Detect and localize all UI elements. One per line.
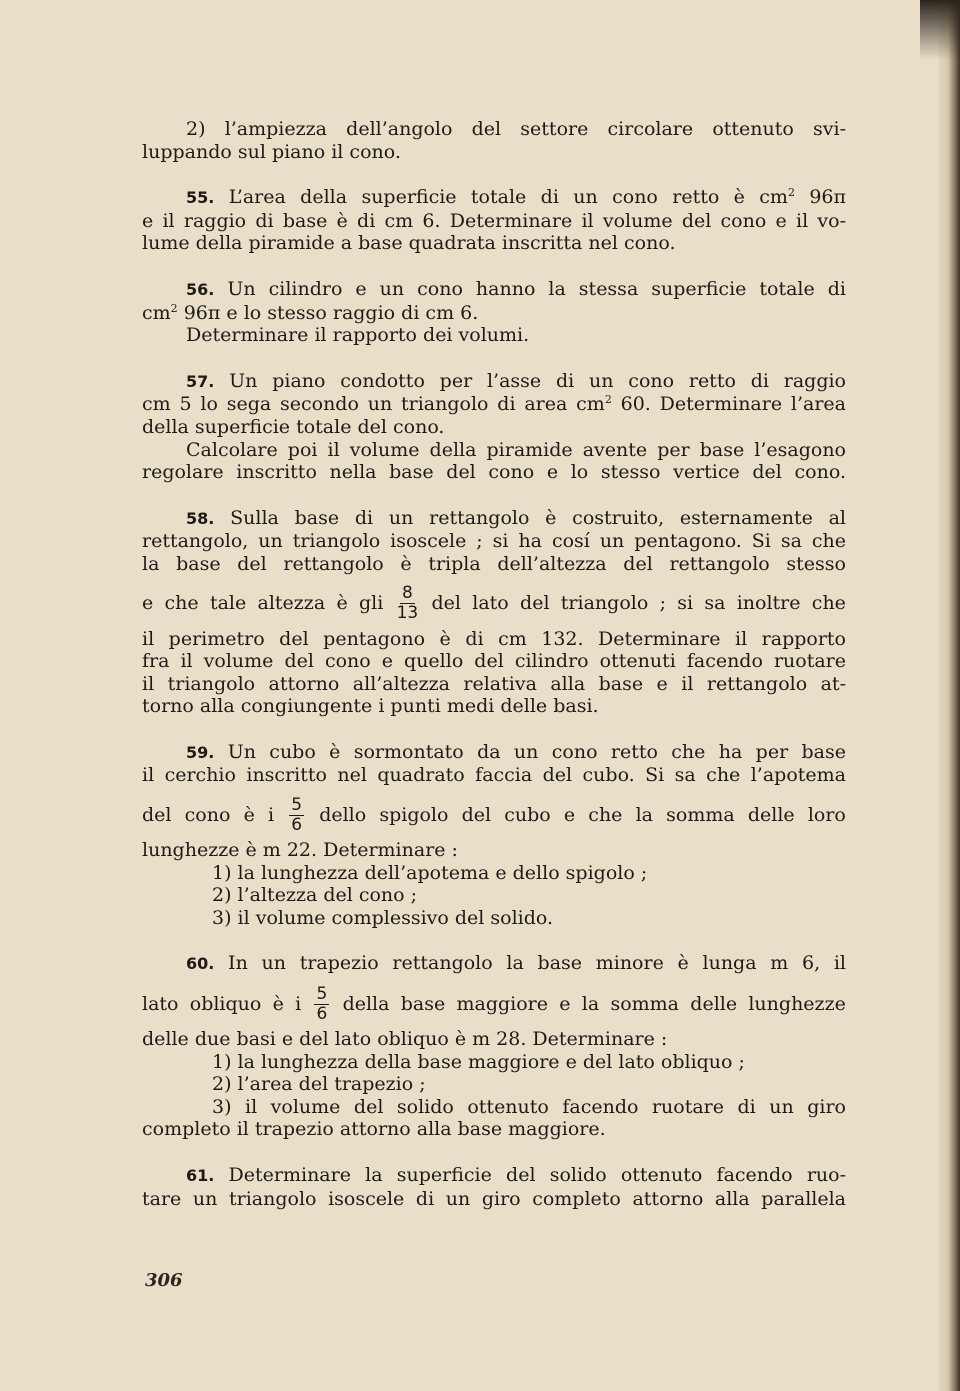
exercise-56: 56. Un cilindro e un cono hanno la stessa superficie totale di $cm^2$ 96π e lo stesso raggio di cm 6. Determinare il rapporto dei volumi.: [142, 277, 846, 347]
list-item: 2) l’area del trapezio ;: [212, 1073, 426, 1096]
text-line: regolare inscritto nella base del cono e lo stesso vertice del cono.: [142, 461, 846, 484]
fraction-line: e che tale altezza è gli $\frac{8}{13}$ del lato del triangolo ; si sa inoltre che: [142, 583, 846, 623]
exercise-number: 56.: [186, 279, 215, 299]
list-item: 1) la lunghezza dell’apotema e dello spigolo ;: [212, 861, 648, 884]
intro-paragraph: [142, 118, 846, 163]
list-item: 3) il volume del solido ottenuto facendo ruotare di un giro: [212, 1095, 846, 1118]
text-line: luppando sul piano il cono.: [142, 140, 401, 163]
exercise-number: 59.: [186, 742, 215, 762]
text-line: 2) l’ampiezza dell’angolo del settore circolare ottenuto svi-: [186, 118, 846, 140]
exercise-number: 57.: [186, 371, 215, 391]
page-edge-shadow: [938, 0, 960, 1391]
text-line: il cerchio inscritto nel quadrato faccia del cubo. Si sa che l’apotema: [142, 764, 846, 787]
exercise-number: 60.: [186, 954, 215, 974]
text-line: tare un triangolo isoscele di un giro completo attorno alla parallela: [142, 1187, 846, 1210]
exercise-58: 58. Sulla base di un rettangolo è costruito, esternamente al rettangolo, un triangolo isoscele ; si ha cosí un pentagono. Si sa che la base del rettangolo è tripla dell’altezza del rettangolo stesso e che tale altezza è gli $\frac{8}{13}$ del lato del triangolo ; si sa inoltre che il perimetro del pentagono è di cm 132. Determinare il rapporto fra il volume del cono e quello del cilindro ottenuti facendo ruotare il triangolo attorno all’altezza relativa alla base e il rettangolo at- torno alla congiungente i punti medi delle basi.: [142, 506, 846, 718]
exercise-55: 55. L’area della superficie totale di un cono retto è $cm^2$ 96π e il raggio di base è di cm 6. Determinare il volume del cono e il vo- lume della piramide a base quadrata inscritta nel cono.: [142, 186, 846, 255]
text-line: Calcolare poi il volume della piramide avente per base l’esagono: [186, 438, 846, 461]
text-line: il perimetro del pentagono è di cm 132. Determinare il rapporto: [142, 627, 846, 650]
page-corner-shadow: [920, 0, 960, 60]
text-line: della superficie totale del cono.: [142, 415, 445, 438]
text-line: completo il trapezio attorno alla base maggiore.: [142, 1118, 606, 1141]
text-line: lume della piramide a base quadrata inscritta nel cono.: [142, 232, 676, 255]
fraction-line: lato obliquo è i $\frac{5}{6}$ della base maggiore e la somma delle lunghezze: [142, 983, 846, 1024]
text-line: la base del rettangolo è tripla dell’altezza del rettangolo stesso: [142, 552, 846, 575]
exercise-57: 57. Un piano condotto per l’asse di un cono retto di raggio cm 5 lo sega secondo un triangolo di area $cm^2$ 60. Determinare l’area della superficie totale del cono. Calcolare poi il volume della piramide avente per base l’esagono regolare inscritto nella base del cono e lo stesso vertice del cono.: [142, 369, 846, 484]
text-line: e il raggio di base è di cm 6. Determinare il volume del cono e il vo-: [142, 209, 846, 232]
text-line: fra il volume del cono e quello del cilindro ottenuti facendo ruotare: [142, 650, 846, 673]
list-item: 3) il volume complessivo del solido.: [212, 906, 554, 929]
list-item: 1) la lunghezza della base maggiore e del lato obliquo ;: [212, 1050, 745, 1073]
text-line: Determinare il rapporto dei volumi.: [186, 324, 530, 347]
exercise-number: 58.: [186, 508, 215, 528]
fraction: $\frac{5}{6}$: [291, 794, 303, 835]
list-item: 2) l’altezza del cono ;: [212, 884, 418, 907]
text-line: il triangolo attorno all’altezza relativa alla base e il rettangolo at-: [142, 672, 846, 695]
exercise-61: 61. Determinare la superficie del solido ottenuto facendo ruo- tare un triangolo isoscele di un giro completo attorno alla parallela: [142, 1164, 846, 1210]
text-line: lunghezze è m 22. Determinare :: [142, 839, 458, 862]
exercise-number: 61.: [186, 1166, 215, 1185]
page-text: [142, 118, 846, 1210]
fraction: $\frac{8}{13}$: [396, 583, 419, 623]
page-number: 306: [145, 1270, 183, 1291]
text-line: rettangolo, un triangolo isoscele ; si ha cosí un pentagono. Si sa che: [142, 530, 846, 553]
text-line: delle due basi e del lato obliquo è m 28. Determinare :: [142, 1028, 668, 1051]
fraction-line: del cono è i $\frac{5}{6}$ dello spigolo del cubo e che la somma delle loro: [142, 794, 846, 835]
exercise-59: 59. Un cubo è sormontato da un cono retto che ha per base il cerchio inscritto nel quadrato faccia del cubo. Si sa che l’apotema del cono è i $\frac{5}{6}$ dello spigolo del cubo e che la somma delle loro lunghezze è m 22. Determinare : 1) la lunghezza dell’apotema e dello spigolo ; 2) l’altezza del cono ; 3) il volume complessivo del solido.: [142, 740, 846, 929]
exercise-60: 60. In un trapezio rettangolo la base minore è lunga m 6, il lato obliquo è i $\frac{5}{6}$ della base maggiore e la somma delle lunghezze delle due basi e del lato obliquo è m 28. Determinare : 1) la lunghezza della base maggiore e del lato obliquo ; 2) l’area del trapezio ; 3) il volume del solido ottenuto facendo ruotare di un giro completo il trapezio attorno alla base maggiore.: [142, 952, 846, 1141]
exercise-number: 55.: [186, 188, 215, 208]
text-line: torno alla congiungente i punti medi delle basi.: [142, 695, 599, 718]
fraction: $\frac{5}{6}$: [316, 983, 328, 1024]
